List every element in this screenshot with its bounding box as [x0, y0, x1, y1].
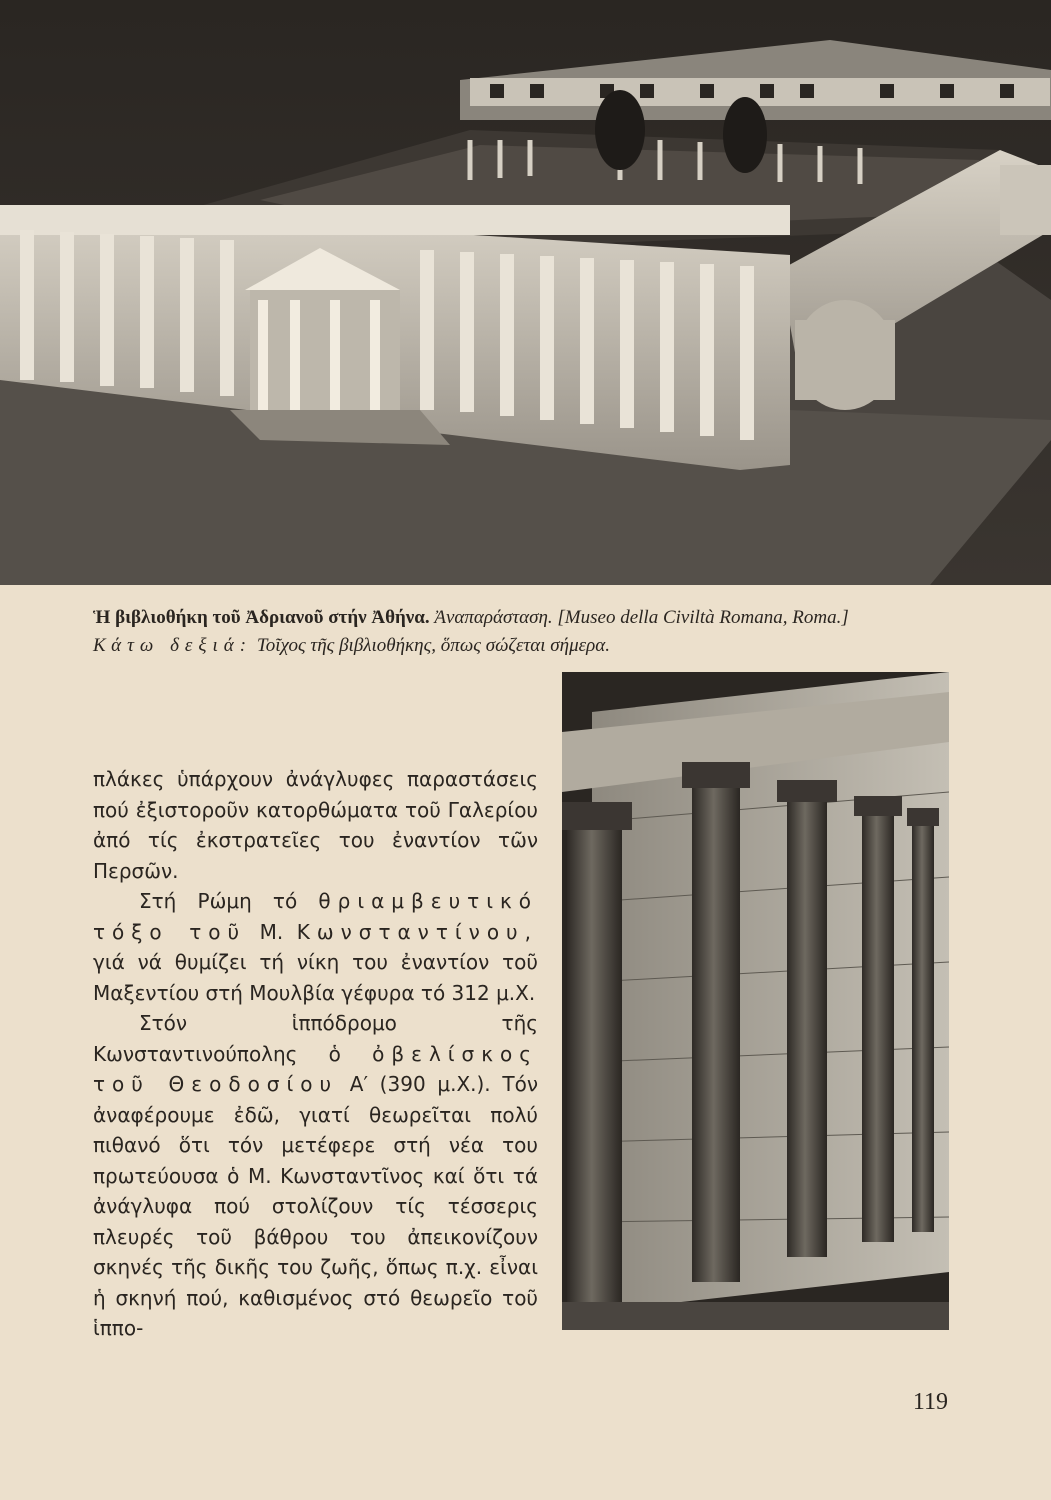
library-wall-photo: [562, 672, 949, 1330]
paragraph-1: πλάκες ὑπάρχουν ἀνάγλυφες παραστάσεις πού ἐξιστοροῦν κατορθώματα τοῦ Γαλερίου ἀπό τίς ἐκστρατεῖες του ἐναντίον τῶν Περσῶν.: [93, 767, 538, 883]
body-text: [93, 764, 538, 1344]
paragraph-2-part-e: γιά νά θυμίζει τή νίκη του ἐναντίον τοῦ Μαξεντίου στή Μουλβία γέφυρα τό 312 μ.Χ.: [93, 950, 538, 1005]
paragraph-2-part-a: Στή Ρώμη τό: [139, 889, 298, 913]
paragraph-3-part-a: Στόν ἱππόδρομο τῆς Κωνσταντινούπολης ὁ: [93, 1011, 538, 1066]
paragraph-3: [93, 1008, 538, 1344]
library-model-photo: [0, 0, 1051, 585]
caption-secondary: Τοῖχος τῆς βιβλιοθήκης, ὅπως σώζεται σήμερα.: [256, 635, 610, 656]
paragraph-3-emphasis: ὀβελίσκος τοῦ Θεοδοσίου: [93, 1041, 538, 1096]
page-number: 119: [912, 1389, 948, 1415]
caption-subtitle: Ἀναπαράσταση. [Museo della Civiltà Romana, Roma.]: [434, 607, 849, 628]
paragraph-3-part-c: Α′ (390 μ.Χ.). Τόν ἀναφέρουμε ἐδῶ, γιατί θεωρεῖται πολύ πιθανό ὅτι τόν μετέφερε στή νέα του πρωτεύουσα ὁ Μ. Κωνσταντῖνος καί ὅτι τά ἀνάγλυφα πού στολίζουν τίς τέσσερις πλευρές τοῦ βάθρου του ἀπεικονίζουν σκηνές τῆς δικῆς του ζωῆς, ὅπως π.χ. εἶναι ἡ σκηνή πού, καθισμένος στό θεωρεῖο τοῦ ἱππο-: [93, 1072, 538, 1340]
paragraph-2-part-c: Μ.: [259, 919, 284, 944]
caption-title: Ἡ βιβλιοθήκη τοῦ Ἀδριανοῦ στήν Ἀθήνα.: [93, 607, 430, 628]
caption-position-label: Κάτω δεξιά:: [93, 635, 253, 656]
paragraph-2-emphasis: θριαμβευτικό τόξο τοῦ: [93, 889, 538, 944]
figure-caption: [93, 604, 973, 660]
paragraph-2: [93, 886, 538, 1008]
paragraph-2-emphasis-name: Κωνσταντίνου,: [296, 919, 538, 944]
